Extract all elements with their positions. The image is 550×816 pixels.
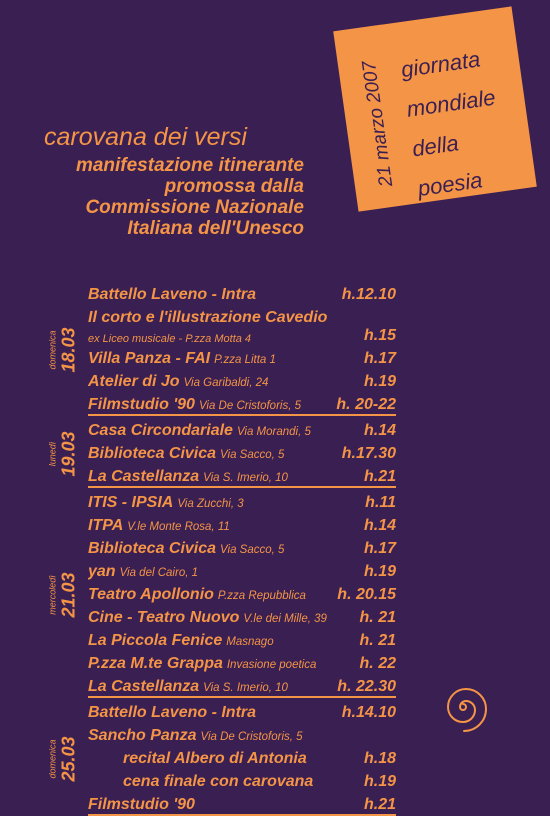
event-address: Via del Cairo, 1 [119,567,198,579]
event-row [88,701,396,724]
event-name: ex Liceo musicale - P.zza Motta 4 [88,333,252,345]
event-row [88,747,396,770]
event-name: Cine - Teatro Nuovo [88,609,240,626]
day-date: 25.03 [58,735,79,782]
event-time: h.15 [363,327,396,344]
badge-words [399,38,510,209]
event-row [88,583,396,606]
event-time: h.21 [363,796,396,813]
badge-line: giornata [399,46,482,83]
day-block [0,283,550,416]
event-row [88,675,396,698]
event-row [88,329,396,347]
spiral-icon [432,676,494,738]
badge-line: della [410,130,461,162]
badge-line: mondiale [405,84,497,122]
event-time: h. 22 [359,655,396,672]
event-name: Filmstudio '90 [88,396,195,413]
event-time: h.19 [363,373,396,390]
event-time: h.21 [363,468,396,485]
poster-subtitle [76,155,304,239]
event-time: h.12.10 [341,286,396,303]
badge-date: 21 marzo 2007 [358,59,398,188]
event-address: Via Sacco, 5 [220,544,285,556]
event-address: Via S. Imerio, 10 [203,472,288,484]
event-time: h.14 [363,422,396,439]
event-row [88,370,396,393]
event-name: Teatro Apollonio [88,586,214,603]
event-list [88,701,396,816]
event-address: Masnago [226,636,274,648]
event-address: Via De Cristoforis, 5 [200,731,303,743]
day-weekday: lunedì [47,441,58,466]
event-time: h.17.30 [341,445,396,462]
event-row [88,306,396,329]
day-weekday: domenica [47,329,58,370]
event-time: h.17 [363,350,396,367]
subtitle-line: Italiana dell'Unesco [127,218,304,239]
event-row [88,465,396,488]
event-row [88,419,396,442]
event-list [88,491,396,698]
event-time: h. 21 [359,609,396,626]
day-date: 21.03 [58,571,79,618]
subtitle-line: Commissione Nazionale [85,197,304,218]
event-address: Via Zucchi, 3 [177,498,244,510]
event-time: h.11 [365,494,396,511]
event-name: Battello Laveno - Intra [88,704,257,721]
day-label [45,419,81,488]
event-row [88,283,396,306]
day-label [45,491,81,698]
event-address: V.le dei Mille, 39 [243,613,327,625]
event-name: Biblioteca Civica [88,540,217,557]
badge-line: poesia [416,167,484,202]
day-block [0,491,550,698]
event-name: ITIS - IPSIA [88,494,174,511]
event-name: yan [88,563,116,580]
event-time: h.14 [363,517,396,534]
event-row [88,491,396,514]
event-time: h. 21 [359,632,396,649]
event-time: h.14.10 [341,704,396,721]
event-name: La Castellanza [88,678,200,695]
event-row [88,347,396,370]
event-list [88,283,396,416]
event-name: Biblioteca Civica [88,445,217,462]
event-name: Casa Circondariale [88,422,233,439]
event-row [88,606,396,629]
event-name: Filmstudio '90 [88,796,195,813]
event-name: La Castellanza [88,468,200,485]
event-address: P.zza Litta 1 [214,354,276,366]
event-time: h. 20.15 [337,586,396,603]
day-weekday: domenica [47,738,58,779]
event-time: h. 20-22 [336,396,396,413]
day-date: 19.03 [58,430,79,477]
event-list [88,419,396,488]
subtitle-line: promossa dalla [164,176,304,197]
day-block [0,419,550,488]
event-row [88,442,396,465]
event-row [88,514,396,537]
event-time: h.19 [363,563,396,580]
event-row [88,652,396,675]
event-address: Invasione poetica [226,659,317,671]
event-address: P.zza Repubblica [217,590,306,602]
poster-title: carovana dei versi [44,123,247,151]
event-name: Battello Laveno - Intra [88,286,257,303]
event-name: La Piccola Fenice [88,632,223,649]
day-label [45,283,81,416]
event-name: cena finale con carovana [123,773,314,790]
subtitle-line: manifestazione itinerante [75,155,304,176]
event-row [88,537,396,560]
event-time: h.17 [363,540,396,557]
event-name: Sancho Panza [88,727,197,744]
event-name: ITPA [88,517,124,534]
event-time: h.18 [363,750,396,767]
event-address: Via S. Imerio, 10 [203,682,288,694]
event-row [88,629,396,652]
day-label [45,701,81,816]
event-name: recital Albero di Antonia [123,750,307,767]
event-name: Villa Panza - FAI [88,350,211,367]
event-time: h.19 [363,773,396,790]
event-row [88,793,396,816]
day-date: 18.03 [58,326,79,373]
event-row [88,393,396,416]
event-badge [333,6,537,211]
event-address: V.le Monte Rosa, 11 [127,521,230,533]
event-address: Via De Cristoforis, 5 [198,400,301,412]
event-address: Via Morandi, 5 [236,426,311,438]
event-row [88,724,396,747]
day-weekday: mercoledì [47,574,58,615]
event-address: Via Sacco, 5 [220,449,285,461]
event-name: P.zza M.te Grappa [88,655,223,672]
event-name: Atelier di Jo [88,373,180,390]
event-name: Il corto e l'illustrazione Cavedio [88,309,328,326]
event-time: h. 22.30 [337,678,396,695]
event-row [88,770,396,793]
event-row [88,560,396,583]
event-address: Via Garibaldi, 24 [183,377,269,389]
